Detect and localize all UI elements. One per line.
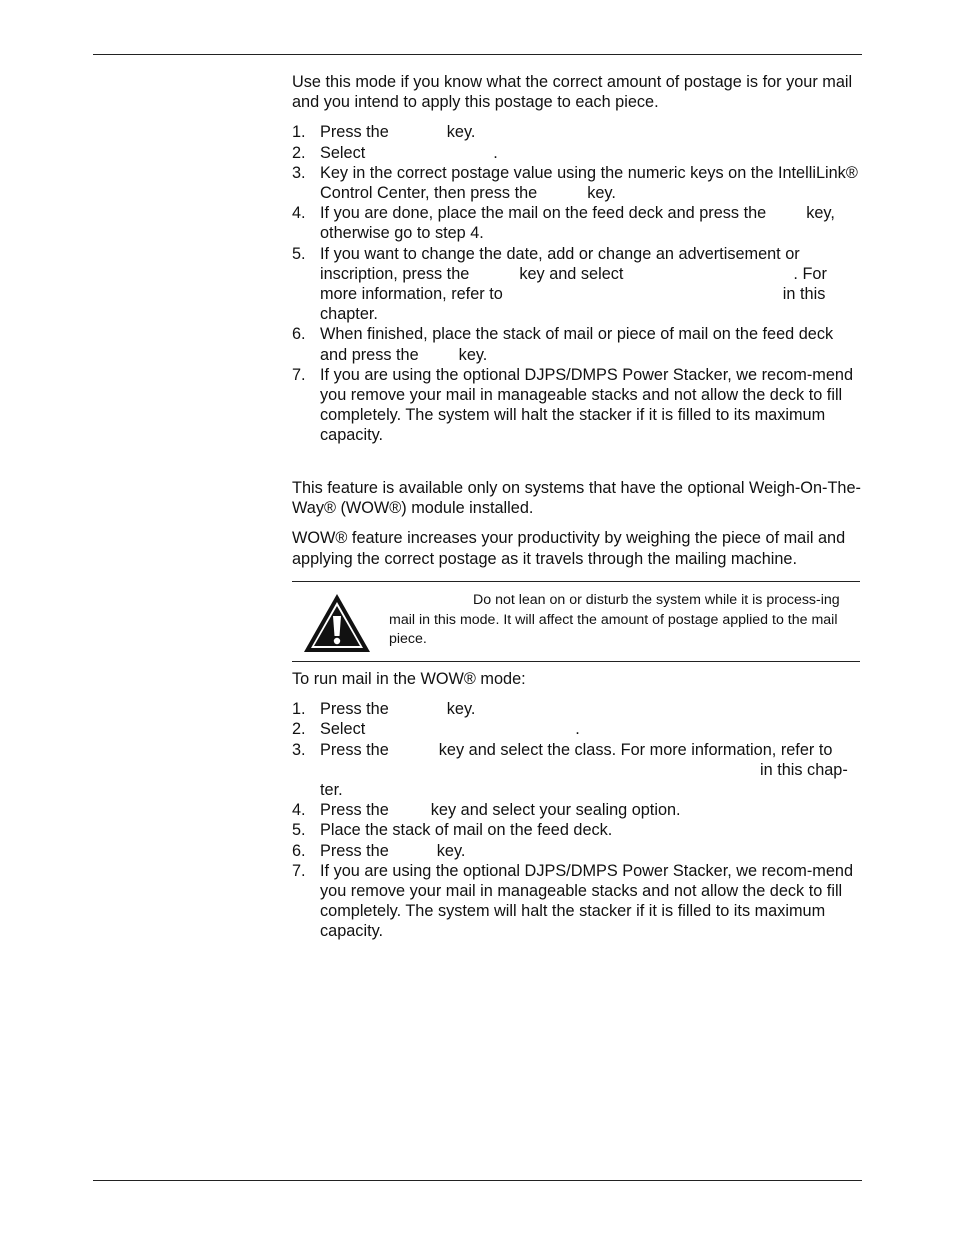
list-item: 7. If you are using the optional DJPS/DMPS Power Stacker, we recom-mend you remove your mail in manageable stacks and not allow the deck to fill completely. The system will halt the stacker if it is filled to its maximum capacity. [292, 861, 853, 941]
wow-availability-paragraph: This feature is available only on systems that have the optional Weigh-On-The-Way® (WOW®) module installed. [292, 479, 861, 518]
list-item: 2. Select . [292, 720, 580, 739]
warning-top-rule [292, 581, 860, 582]
footer-rule [93, 1180, 862, 1181]
header-rule [93, 54, 862, 55]
list-item: 6. Press the key. [292, 841, 466, 860]
intro-paragraph: Use this mode if you know what the correct amount of postage is for your mail and you intend to apply this postage to each piece. [292, 73, 853, 112]
list-item: 2. Select . [292, 143, 498, 162]
list-item: 7. If you are using the optional DJPS/DMPS Power Stacker, we recom-mend you remove your mail in manageable stacks and not allow the deck to fill completely. The system will halt the stacker if it is filled to its maximum capacity. [292, 365, 853, 445]
list-item: 6. When finished, place the stack of mail or piece of mail on the feed deck and press the key. [292, 325, 834, 364]
warning-bottom-rule [292, 661, 860, 662]
list-item: 5. If you want to change the date, add or change an advertisement or inscription, press the key and select . For more information, refer to in this chapter. [292, 244, 827, 324]
steps-list [292, 122, 862, 445]
warning-triangle-icon [302, 592, 372, 654]
wow-lead-paragraph: To run mail in the WOW® mode: [292, 670, 526, 688]
list-item: 1. Press the key. [292, 700, 476, 719]
wow-description-paragraph: WOW® feature increases your productivity by weighing the piece of mail and applying the correct postage as it travels through the mailing machine. [292, 529, 846, 568]
section-wow [292, 478, 862, 569]
list-item: 3. Key in the correct postage value using the numeric keys on the IntelliLink® Control Center, then press the key. [292, 163, 858, 203]
list-item: 4. Press the key and select your sealing option. [292, 801, 681, 820]
list-item: 5. Place the stack of mail on the feed deck. [292, 821, 613, 840]
list-item: 3. Press the key and select the class. For more information, refer toin this chap-ter. [292, 740, 848, 800]
section-manual-postage [292, 72, 862, 446]
warning-text: Do not lean on or disturb the system while it is process-ing mail in this mode. It will affect the amount of postage applied to the mail piece. [389, 592, 840, 647]
list-item: 4. If you are done, place the mail on the feed deck and press the key, otherwise go to step 4. [292, 204, 835, 243]
section-wow-steps [292, 669, 862, 942]
wow-steps-list [292, 699, 862, 941]
list-item: 1. Press the key. [292, 123, 476, 142]
